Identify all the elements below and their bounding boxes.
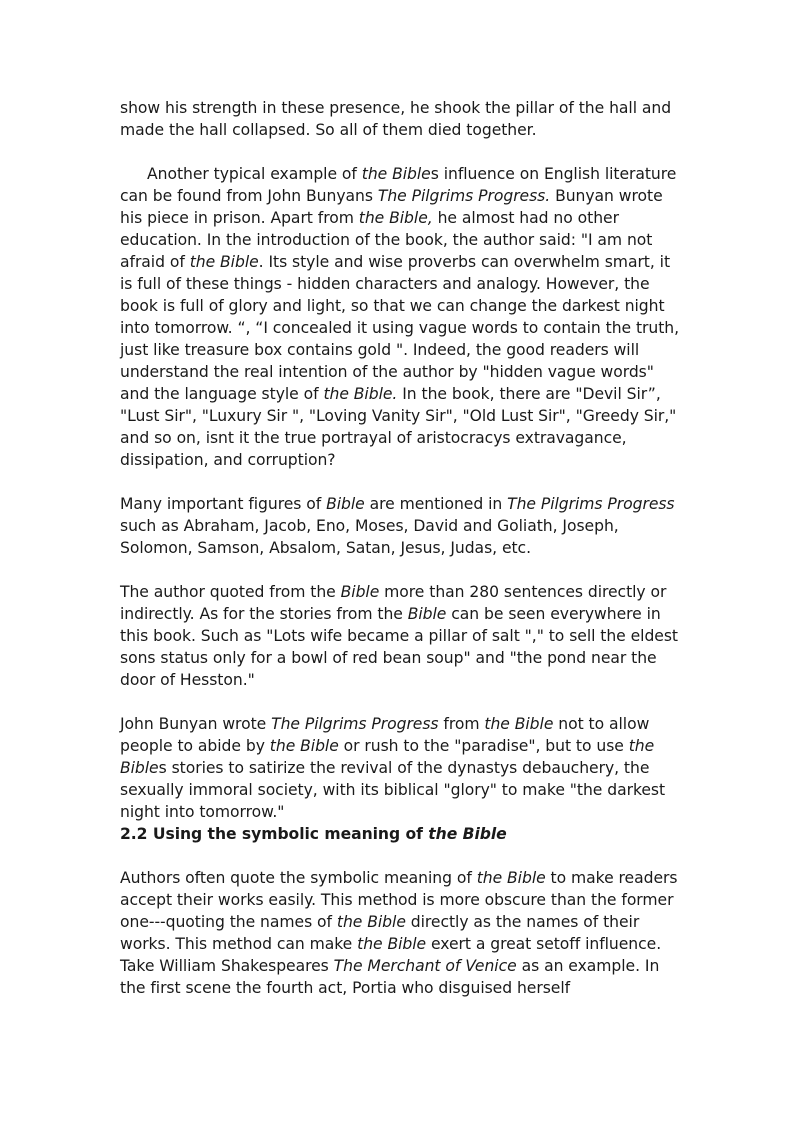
paragraph-3: Many important figures of Bible are mentioned in The Pilgrims Progress such as Abraham, Jacob, Eno, Moses, David and Goliath, Joseph, Solomon, Samson, Absalom, Satan, Jesus, Judas, etc.	[120, 495, 675, 557]
paragraph-5: John Bunyan wrote The Pilgrims Progress from the Bible not to allow people to abide by the Bible or rush to the "paradise", but to use the Bibles stories to satirize the revival of the dynastys debauchery, the sexually immoral society, with its biblical "glory" to make "the darkest night into tomorrow."	[120, 715, 666, 821]
paragraph-4: The author quoted from the Bible more than 280 sentences directly or indirectly. As for the stories from the Bible can be seen everywhere in this book. Such as "Lots wife became a pillar of salt "," to sell the eldest sons status only for a bowl of red bean soup" and "the pond near the door of Hesston."	[120, 583, 678, 689]
paragraph-1: show his strength in these presence, he shook the pillar of the hall and made the hall collapsed. So all of them died together.	[120, 99, 672, 139]
paragraph-2: Another typical example of the Bibles influence on English literature can be found from John Bunyans The Pilgrims Progress. Bunyan wrote his piece in prison. Apart from the Bible, he almost had no other education. In the introduction of the book, the author said: "I am not afraid of the Bible. Its style and wise proverbs can overwhelm smart, it is full of these things - hidden characters and analogy. However, the book is full of glory and light, so that we can change the darkest night into tomorrow. “, “I concealed it using vague words to contain the truth, just like treasure box contains gold ". Indeed, the good readers will understand the real intention of the author by "hidden vague words" and the language style of the Bible. In the book, there are "Devil Sir”, "Lust Sir", "Luxury Sir ", "Loving Vanity Sir", "Old Lust Sir", "Greedy Sir," and so on, isnt it the true portrayal of aristocracys extravagance, dissipation, and corruption?	[120, 165, 680, 469]
section-heading: 2.2 Using the symbolic meaning of the Bible	[120, 825, 507, 843]
paragraph-6: Authors often quote the symbolic meaning of the Bible to make readers accept their works easily. This method is more obscure than the former one---quoting the names of the Bible directly as the names of their works. This method can make the Bible exert a great setoff influence. Take William Shakespeares The Merchant of Venice as an example. In the first scene the fourth act, Portia who disguised herself	[120, 869, 678, 997]
document-page	[120, 97, 680, 999]
